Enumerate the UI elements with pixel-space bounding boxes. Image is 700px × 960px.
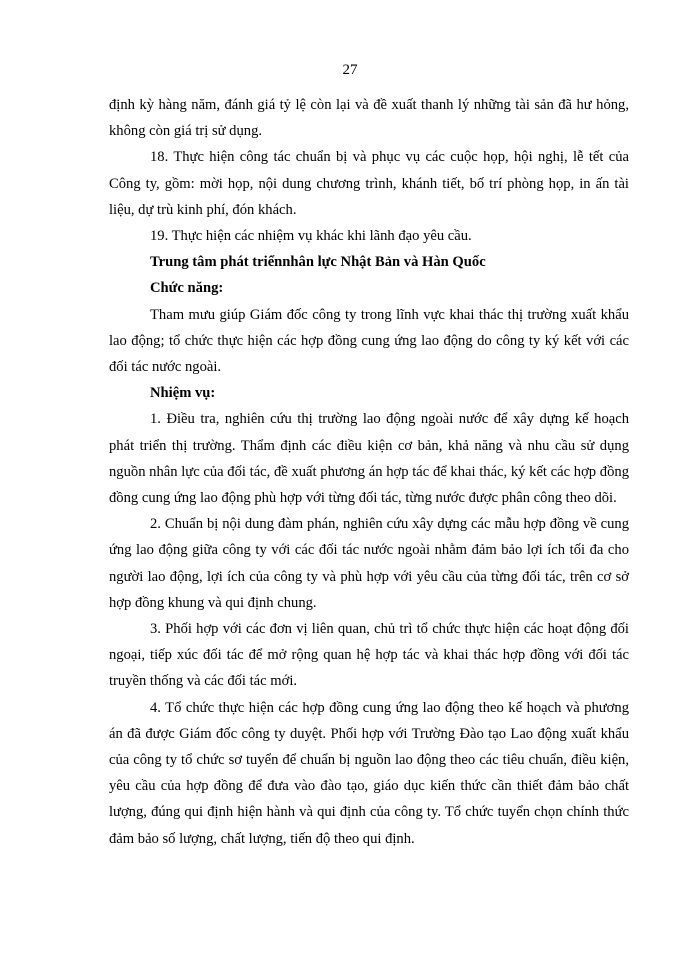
document-body (109, 92, 629, 852)
paragraph-functions: Tham mưu giúp Giám đốc công ty trong lĩnh vực khai thác thị trường xuất khẩu lao động; tổ chức thực hiện các hợp đồng cung ứng lao động do công ty ký kết với các đối tác nước ngoài. (109, 306, 629, 376)
section-heading: Trung tâm phát triểnnhân lực Nhật Bản và Hàn Quốc (150, 254, 486, 271)
paragraph-item-18: 18. Thực hiện công tác chuẩn bị và phục vụ các cuộc họp, hội nghị, lễ tết của Công ty, gồm: mời họp, nội dung chương trình, khánh tiết, bố trí phòng họp, in ấn tài liệu, dự trù kinh phí, đón khách. (109, 149, 629, 218)
paragraph-continuation: định kỳ hàng năm, đánh giá tỷ lệ còn lại và đề xuất thanh lý những tài sản đã hư hỏng, không còn giá trị sử dụng. (109, 97, 629, 140)
subheading-functions: Chức năng: (150, 280, 224, 297)
paragraph-item-19: 19. Thực hiện các nhiệm vụ khác khi lãnh đạo yêu cầu. (150, 228, 472, 245)
page-number: 27 (342, 62, 358, 78)
paragraph-duty-4: 4. Tổ chức thực hiện các hợp đồng cung ứng lao động theo kế hoạch và phương án đã được Giám đốc công ty duyệt. Phối hợp với Trường Đào tạo Lao động xuất khẩu của công ty tổ chức sơ tuyển để chuẩn bị nguồn lao động theo các tiêu chuẩn, điều kiện, yêu cầu của hợp đồng để đưa vào đào tạo, giáo dục kiến thức cần thiết đảm bảo chất lượng, đúng qui định hiện hành và qui định của công ty. Tổ chức tuyển chọn chính thức đảm bảo số lượng, chất lượng, tiến độ theo qui định. (109, 699, 629, 847)
paragraph-duty-2: 2. Chuẩn bị nội dung đàm phán, nghiên cứu xây dựng các mẫu hợp đồng về cung ứng lao động giữa công ty với các đối tác nước ngoài nhằm đảm bảo lợi ích tối đa cho người lao động, lợi ích của công ty và phù hợp với yêu cầu của từng đối tác, trên cơ sở hợp đồng khung và qui định chung. (109, 516, 629, 611)
paragraph-duty-3: 3. Phối hợp với các đơn vị liên quan, chủ trì tổ chức thực hiện các hoạt động đối ngoại, tiếp xúc đối tác để mở rộng quan hệ hợp tác và khai thác hợp đồng với đối tác truyền thống và các đối tác mới. (109, 621, 629, 690)
paragraph-duty-1: 1. Điều tra, nghiên cứu thị trường lao động ngoài nước để xây dựng kế hoạch phát triển thị trường. Thẩm định các điều kiện cơ bản, khả năng và nhu cầu sử dụng nguồn nhân lực của đối tác, đề xuất phương án hợp tác để khai thác, ký kết các hợp đồng đồng cung ứng lao động phù hợp với từng đối tác, từng nước được phân công theo dõi. (109, 411, 629, 507)
subheading-duties: Nhiệm vụ: (150, 385, 216, 402)
